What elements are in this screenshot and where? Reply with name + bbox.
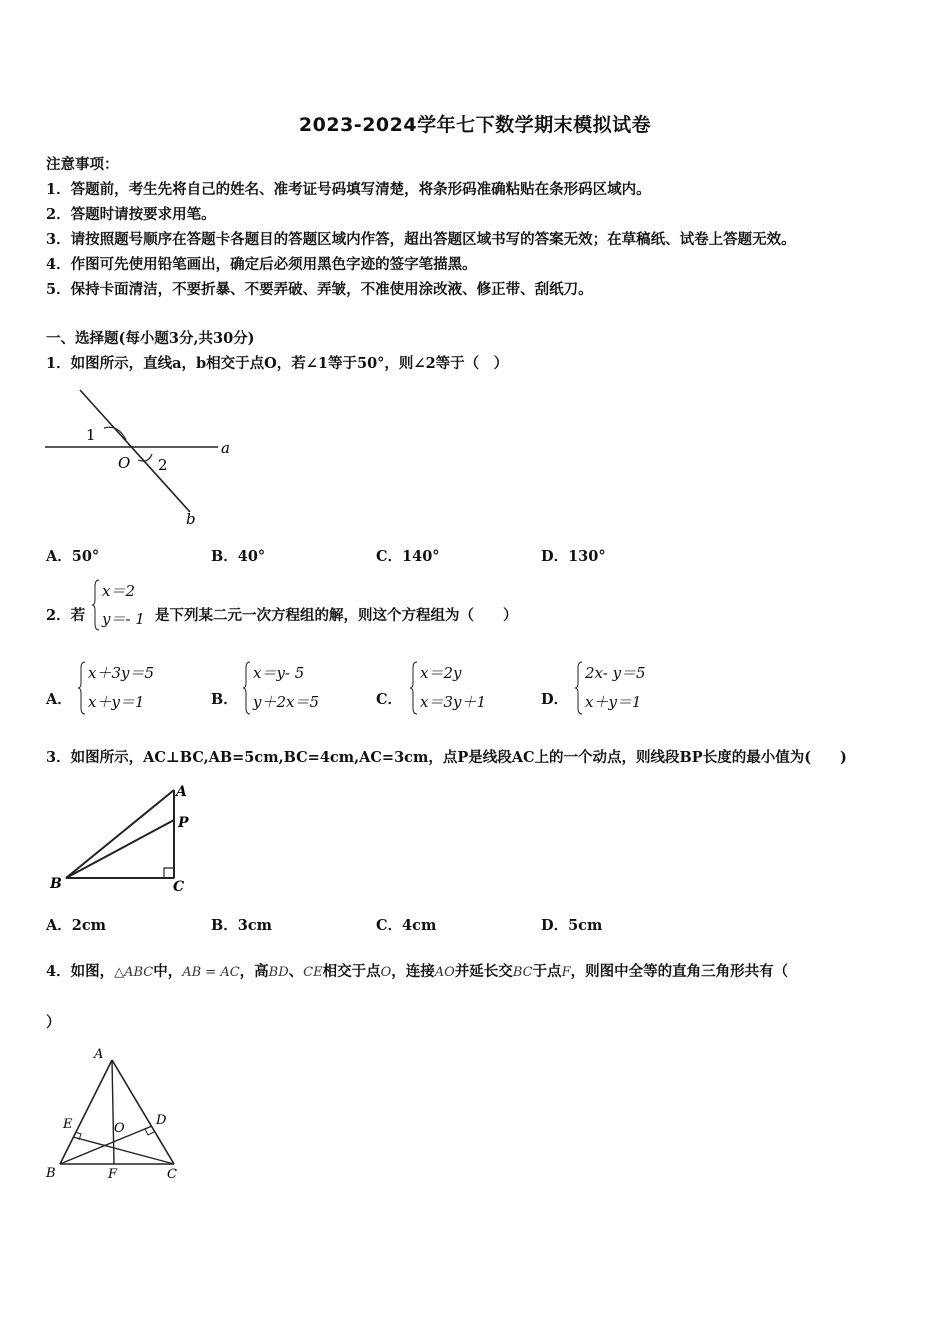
q4-math: AB = AC [182, 965, 240, 980]
equation-row: y＋2x＝5 [253, 693, 320, 711]
q4-math: BC [512, 965, 533, 980]
q2-option-b-label[interactable]: B． [211, 691, 238, 708]
q2-option-b-system[interactable] [243, 660, 343, 716]
brace-icon [410, 660, 418, 716]
segment-AB [60, 1060, 112, 1164]
question-3-text: 3．如图所示，AC⊥BC,AB=5cm,BC=4cm,AC=3cm，点P是线段AC上的一个动点，则线段BP长度的最小值为( ) [46, 749, 847, 766]
q4-part: ，高 [239, 963, 269, 980]
q2-option-c-system[interactable] [410, 660, 510, 716]
segment-BD [60, 1126, 152, 1164]
q4-part: 于点 [532, 963, 562, 980]
note-item: 2．答题时请按要求用笔。 [46, 206, 216, 223]
note-item: 3．请按照题号顺序在答题卡各题目的答题区域内作答，超出答题区域书写的答案无效；在草稿纸、试卷上答题无效。 [46, 231, 796, 248]
question-4-text [46, 960, 788, 981]
label-B: B [46, 1166, 56, 1181]
q2-option-c-label[interactable]: C． [376, 691, 403, 708]
question-1-text: 1．如图所示，直线a，b相交于点O，若∠1等于50°，则∠2等于（ ） [46, 355, 509, 372]
segment-CE [73, 1137, 174, 1164]
label-O: O [118, 454, 131, 472]
q1-option-d[interactable]: D．130° [541, 548, 606, 565]
segment-AB [66, 790, 174, 878]
equation-row: x＋y＝1 [585, 693, 642, 711]
label-a: a [221, 439, 230, 457]
q4-part: 中， [153, 963, 183, 980]
brace-icon [92, 578, 100, 632]
note-item: 5．保持卡面清洁，不要折暴、不要弄破、弄皱，不准使用涂改液、修正带、刮纸刀。 [46, 281, 593, 298]
label-O: O [114, 1121, 125, 1136]
q2-option-d-system[interactable] [575, 660, 675, 716]
label-F: F [108, 1167, 118, 1182]
notes-heading: 注意事项： [46, 156, 119, 173]
label-b: b [186, 510, 196, 528]
question-2-suffix: 是下列某二元一次方程组的解，则这个方程组为（ ） [155, 607, 518, 624]
q1-option-b[interactable]: B．40° [211, 548, 266, 565]
brace-icon [78, 660, 86, 716]
right-angle-mark-D [145, 1129, 154, 1135]
brace-icon [575, 660, 583, 716]
q4-part: ，则图中全等的直角三角形共有（ [570, 963, 789, 980]
segment-BP [66, 820, 174, 878]
q2-option-a-system[interactable] [78, 660, 178, 716]
question-3-figure [44, 778, 204, 898]
segment-AF [112, 1060, 114, 1164]
equation-row: x＝y- 5 [253, 664, 305, 682]
q4-math: CE [303, 965, 323, 980]
q4-math: BD [268, 965, 289, 980]
equation-row: x＝3y＋1 [420, 693, 487, 711]
q1-option-c[interactable]: C．140° [376, 548, 440, 565]
note-item: 4．作图可先使用铅笔画出，确定后必须用黑色字迹的签字笔描黑。 [46, 256, 477, 273]
segment-AC [112, 1060, 174, 1164]
q3-option-d[interactable]: D．5cm [541, 917, 603, 934]
equation-row: x＋y＝1 [88, 693, 145, 711]
q4-part: 相交于点 [322, 963, 381, 980]
page-title: 2023-2024学年七下数学期末模拟试卷 [298, 114, 652, 136]
label-E: E [63, 1117, 73, 1132]
right-angle-mark [164, 868, 174, 878]
q2-option-d-label[interactable]: D． [541, 691, 569, 708]
equation-row: x＝2y [420, 664, 462, 682]
q2-option-a-label[interactable]: A． [46, 691, 72, 708]
q4-math: F [561, 965, 571, 980]
equation-row: 2x- y＝5 [585, 664, 646, 682]
q4-part: 、 [288, 963, 304, 980]
question-4-text-end: ） [46, 1014, 61, 1031]
question-1-figure [40, 382, 240, 532]
q4-part: 并延长交 [454, 963, 513, 980]
label-P: P [178, 815, 189, 831]
q1-option-a[interactable]: A．50° [46, 548, 100, 565]
label-2: 2 [158, 456, 168, 474]
line-b [80, 390, 190, 512]
q3-option-c[interactable]: C．4cm [376, 917, 437, 934]
label-B: B [50, 876, 62, 892]
equation-row: x＋3y＝5 [88, 664, 155, 682]
q4-math: AO [434, 965, 455, 980]
q3-option-a[interactable]: A．2cm [46, 917, 107, 934]
q4-part: 4．如图， [46, 963, 115, 980]
q4-math: O [380, 965, 392, 980]
question-4-figure [40, 1044, 190, 1184]
q3-option-b[interactable]: B．3cm [211, 917, 273, 934]
q4-part: ，连接 [391, 963, 435, 980]
condition-row: x＝2 [102, 582, 136, 600]
label-1: 1 [86, 426, 96, 444]
label-A: A [176, 784, 187, 800]
brace-icon [243, 660, 251, 716]
question-2-prefix: 2．若 [46, 607, 86, 624]
label-D: D [156, 1113, 167, 1128]
q2-condition-system [92, 578, 154, 632]
condition-row: y＝- 1 [102, 610, 145, 628]
q4-math: △ABC [114, 965, 154, 980]
label-C: C [173, 879, 185, 895]
label-C: C [167, 1167, 177, 1182]
section-heading: 一、选择题(每小题3分,共30分) [46, 330, 255, 347]
label-A: A [94, 1047, 104, 1062]
note-item: 1．答题前，考生先将自己的姓名、准考证号码填写清楚，将条形码准确粘贴在条形码区域内。 [46, 181, 651, 198]
